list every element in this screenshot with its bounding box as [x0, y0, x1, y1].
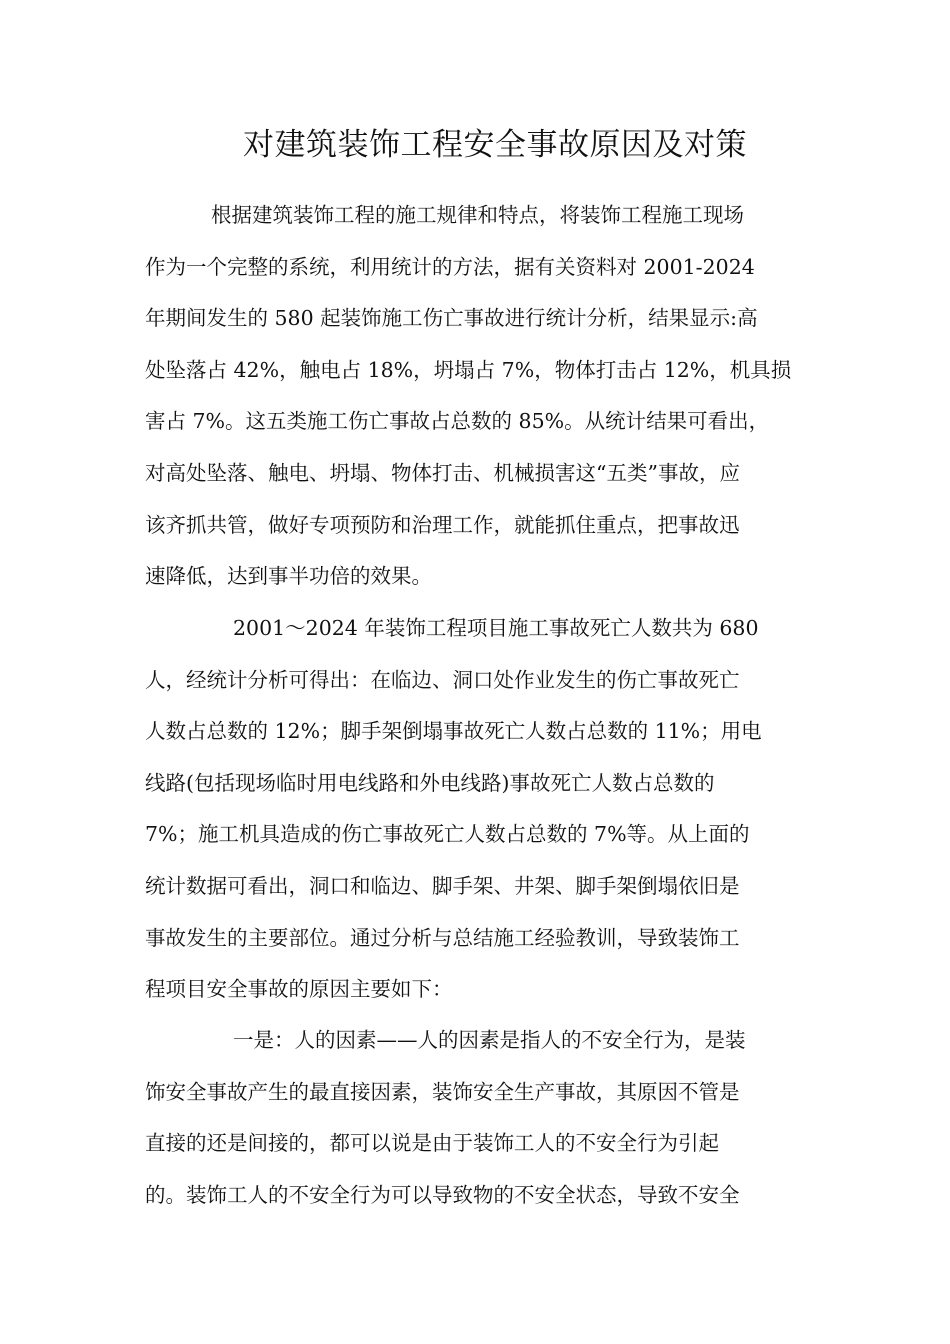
- paragraph-line: 人数占总数的 12%；脚手架倒塌事故死亡人数占总数的 11%；用电: [145, 719, 762, 744]
- paragraph-line: 2001～2024 年装饰工程项目施工事故死亡人数共为 680: [233, 616, 759, 640]
- paragraph-line: 程项目安全事故的原因主要如下：: [145, 977, 453, 1002]
- paragraph-line: 处坠落占 42%，触电占 18%，坍塌占 7%，物体打击占 12%，机具损: [145, 357, 792, 382]
- paragraph-line: 7%；施工机具造成的伤亡事故死亡人数占总数的 7%等。从上面的: [145, 822, 750, 847]
- paragraph-line: 对高处坠落、触电、坍塌、物体打击、机械损害这“五类”事故，应: [145, 460, 740, 485]
- paragraph-line: 事故发生的主要部位。通过分析与总结施工经验教训，导致装饰工: [145, 925, 740, 950]
- paragraph-line: 统计数据可看出，洞口和临边、脚手架、井架、脚手架倒塌依旧是: [145, 873, 740, 898]
- paragraph-line: 直接的还是间接的，都可以说是由于装饰工人的不安全行为引起: [145, 1131, 719, 1156]
- paragraph-line: 一是：人的因素——人的因素是指人的不安全行为，是装: [233, 1028, 746, 1052]
- paragraph-line: 线路(包括现场临时用电线路和外电线路)事故死亡人数占总数的: [145, 770, 715, 795]
- paragraph-line: 作为一个完整的系统，利用统计的方法，据有关资料对 2001-2024: [145, 254, 755, 279]
- paragraph-statistics: [145, 190, 825, 603]
- paragraph-line: 害占 7%。这五类施工伤亡事故占总数的 85%。从统计结果可看出，: [145, 409, 770, 434]
- document-title: 对建筑装饰工程安全事故原因及对策: [243, 127, 747, 163]
- paragraph-line: 根据建筑装饰工程的施工规律和特点，将装饰工程施工现场: [211, 203, 744, 227]
- paragraph-line: 速降低，达到事半功倍的效果。: [145, 564, 432, 589]
- paragraph-human-factors: [145, 1015, 825, 1221]
- paragraph-line: 该齐抓共管，做好专项预防和治理工作，就能抓住重点，把事故迅: [145, 512, 740, 537]
- paragraph-line: 年期间发生的 580 起装饰施工伤亡事故进行统计分析，结果显示:高: [145, 306, 758, 331]
- paragraph-line: 饰安全事故产生的最直接因素，装饰安全生产事故，其原因不管是: [145, 1079, 740, 1104]
- paragraph-line: 的。装饰工人的不安全行为可以导致物的不安全状态，导致不安全: [145, 1182, 740, 1207]
- paragraph-fatalities: [145, 603, 825, 1016]
- paragraph-line: 人，经统计分析可得出：在临边、洞口处作业发生的伤亡事故死亡: [145, 667, 740, 692]
